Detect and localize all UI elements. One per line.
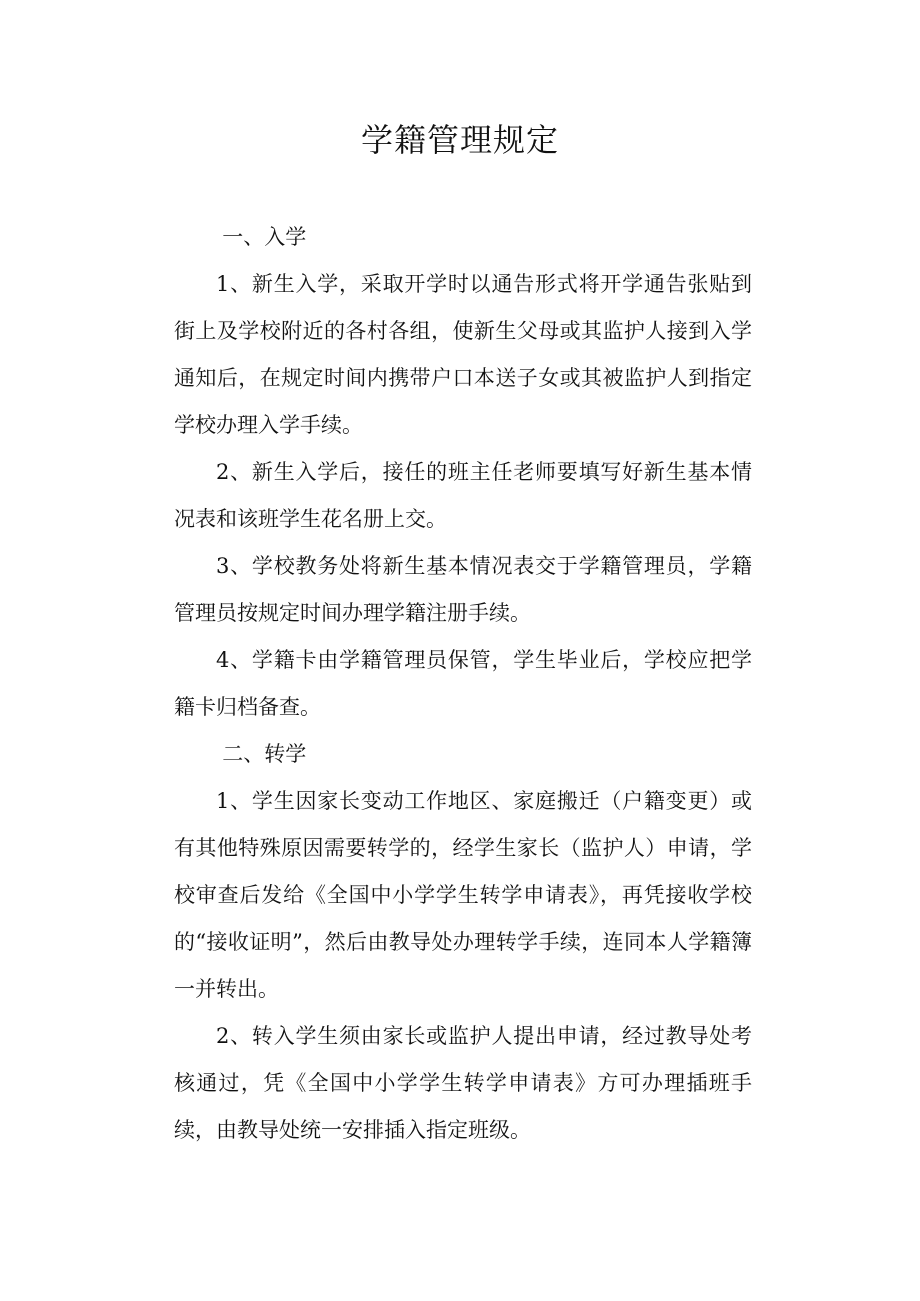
paragraph: 3、学校教务处将新生基本情况表交于学籍管理员，学籍管理员按规定时间办理学籍注册手续。 xyxy=(174,554,752,625)
paragraph: 1、新生入学，采取开学时以通告形式将开学通告张贴到街上及学校附近的各村各组，使新生父母或其监护人接到入学通知后，在规定时间内携带户口本送子女或其被监护人到指定学校办理入学手续。 xyxy=(174,272,752,437)
section-heading-enrollment: 一、入学 xyxy=(222,225,307,249)
document-body xyxy=(174,214,752,1154)
section-heading-transfer: 二、转学 xyxy=(222,742,307,766)
document-title: 学籍管理规定 xyxy=(360,121,559,159)
paragraph: 2、转入学生须由家长或监护人提出申请，经过教导处考核通过，凭《全国中小学学生转学申请表》方可办理插班手续，由教导处统一安排插入指定班级。 xyxy=(174,1024,752,1142)
paragraph: 4、学籍卡由学籍管理员保管，学生毕业后，学校应把学籍卡归档备查。 xyxy=(174,648,752,719)
paragraph: 1、学生因家长变动工作地区、家庭搬迁（户籍变更）或有其他特殊原因需要转学的，经学生家长（监护人）申请，学校审查后发给《全国中小学学生转学申请表》，再凭接收学校的“接收证明”，然后由教导处办理转学手续，连同本人学籍簿一并转出。 xyxy=(174,789,752,1001)
paragraph: 2、新生入学后，接任的班主任老师要填写好新生基本情况表和该班学生花名册上交。 xyxy=(174,460,752,531)
